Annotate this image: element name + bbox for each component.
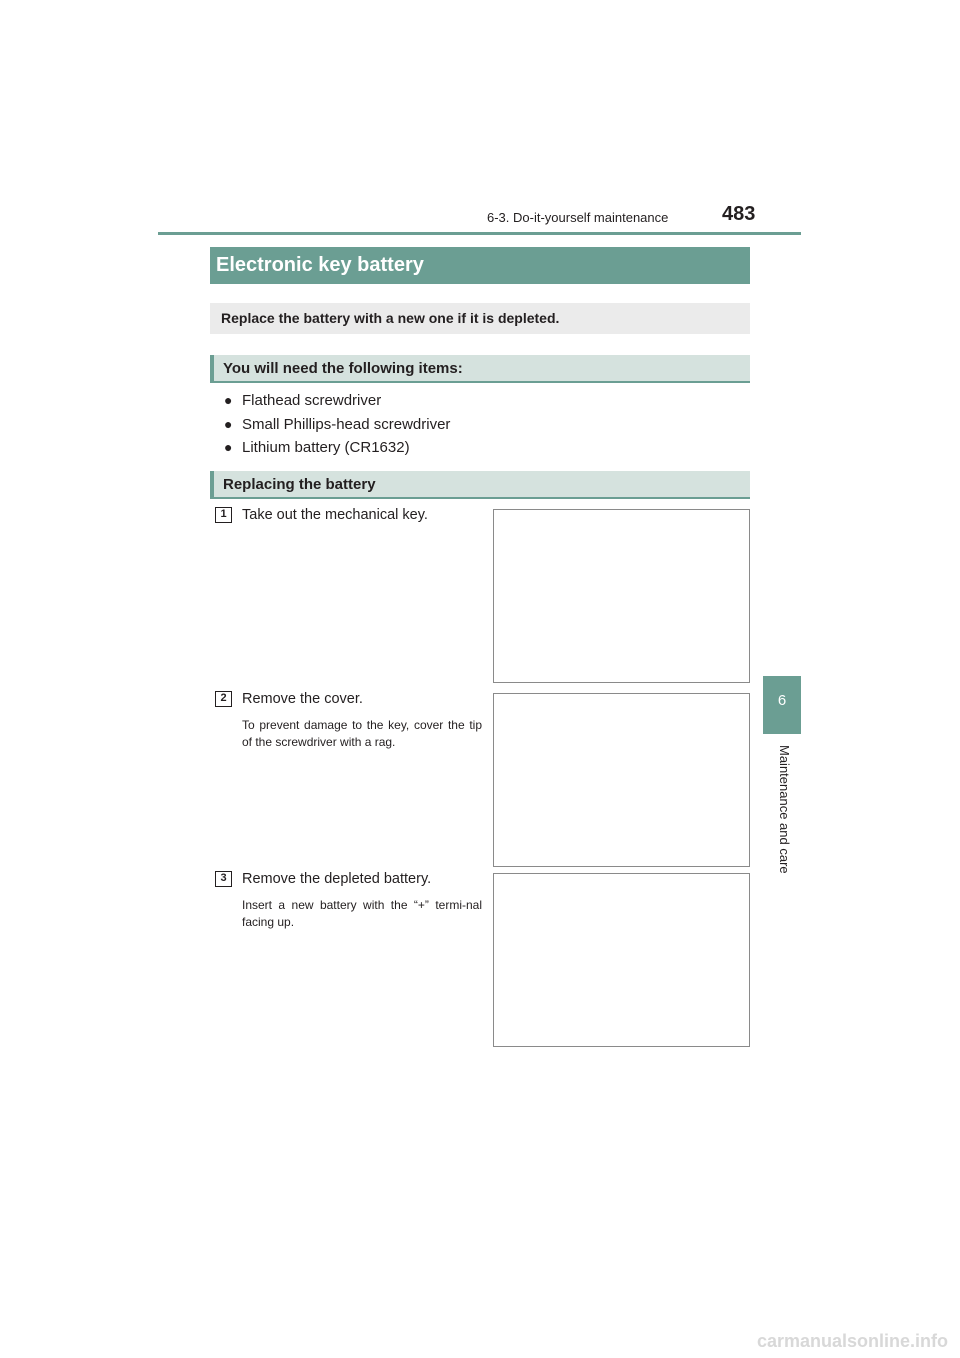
step-text: Remove the cover.: [242, 691, 363, 707]
page-title: Electronic key battery: [210, 247, 750, 284]
chapter-number: 6: [777, 692, 787, 709]
step-text: Remove the depleted battery.: [242, 871, 432, 887]
header-divider: [158, 232, 801, 235]
step-note: To prevent damage to the key, cover the tip of the screwdriver with a rag.: [242, 718, 482, 749]
chapter-label: Maintenance and care: [777, 745, 792, 874]
step-3-illustration: [493, 873, 750, 1047]
step-note: Insert a new battery with the “+” termi-nal facing up.: [242, 898, 482, 929]
bullet-icon: ●: [224, 416, 233, 432]
list-item: ● Lithium battery (CR1632): [224, 439, 410, 456]
step-number: 3: [215, 871, 232, 887]
step-text: Take out the mechanical key.: [242, 507, 428, 523]
list-item: ● Flathead screwdriver: [224, 392, 382, 409]
items-heading: You will need the following items:: [210, 355, 750, 383]
intro-text: Replace the battery with a new one if it is depleted.: [210, 303, 750, 334]
page-number: 483: [722, 203, 756, 225]
bullet-icon: ●: [224, 392, 233, 408]
watermark: carmanualsonline.info: [756, 1331, 948, 1351]
section-title: 6-3. Do-it-yourself maintenance: [487, 210, 669, 225]
step-number: 1: [215, 507, 232, 523]
step-1-illustration: [493, 509, 750, 683]
replace-heading: Replacing the battery: [210, 471, 750, 499]
step-number: 2: [215, 691, 232, 707]
list-item: ● Small Phillips-head screwdriver: [224, 416, 451, 433]
step-2-illustration: [493, 693, 750, 867]
bullet-icon: ●: [224, 439, 233, 455]
